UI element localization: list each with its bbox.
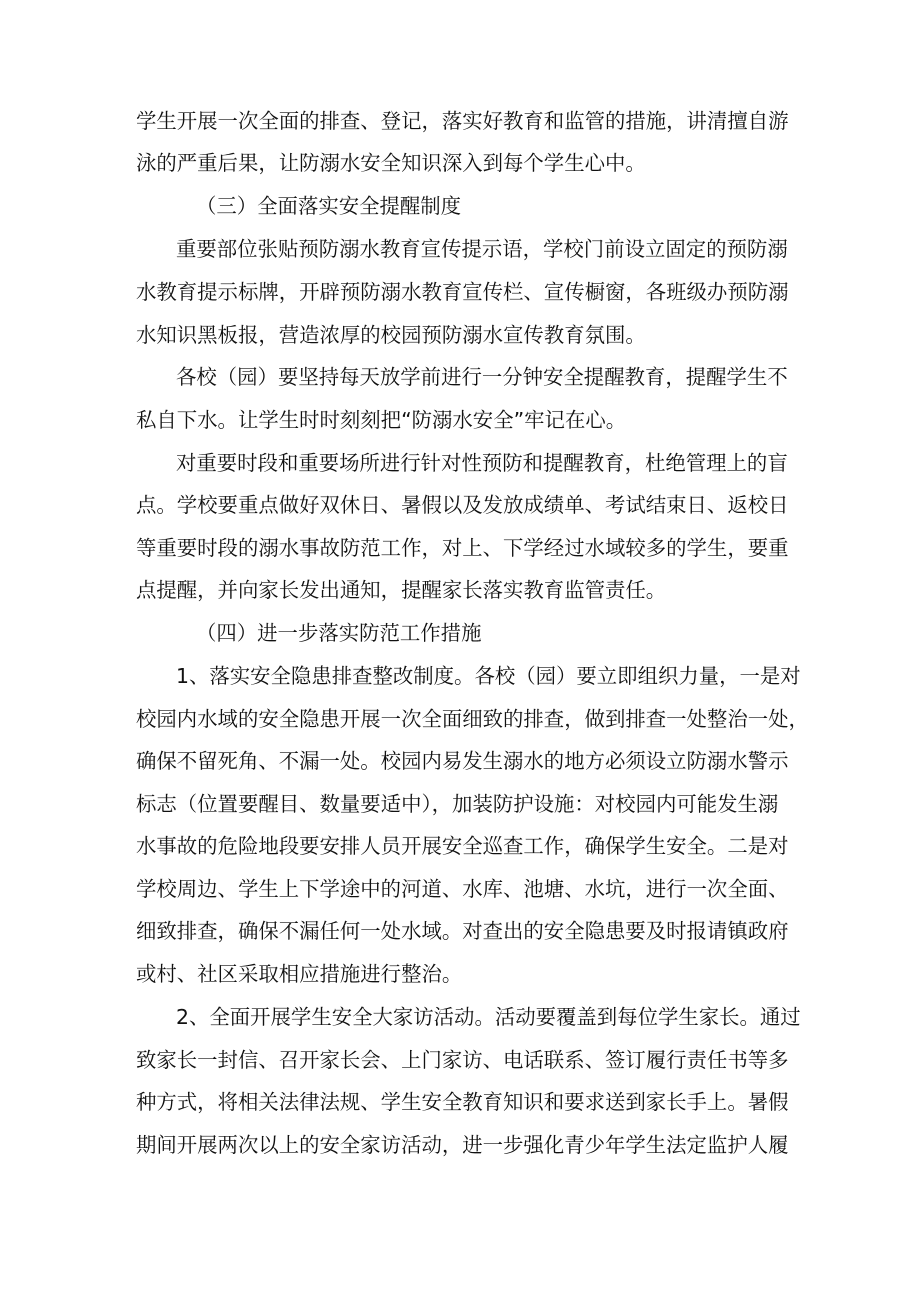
text-line: 确保不留死角、不漏一处。校园内易发生溺水的地方必须设立防溺水警示 — [136, 749, 789, 773]
text-line: 泳的严重后果，让防溺水安全知识深入到每个学生心中。 — [136, 151, 646, 175]
text-line: 或村、社区采取相应措施进行整治。 — [136, 962, 463, 986]
text-line: 对重要时段和重要场所进行针对性预防和提醒教育，杜绝管理上的盲 — [176, 451, 788, 475]
text-line: 各校（园）要坚持每天放学前进行一分钟安全提醒教育，提醒学生不 — [176, 365, 788, 389]
text-line: 私自下水。让学生时时刻刻把“防溺水安全”牢记在心。 — [136, 408, 627, 432]
text-line: 校园内水域的安全隐患开展一次全面细致的排查，做到排查一处整治一处， — [136, 707, 809, 731]
text-line: 水知识黑板报，营造浓厚的校园预防溺水宣传教育氛围。 — [136, 323, 646, 347]
text-line: 水教育提示标牌，开辟预防溺水教育宣传栏、宣传橱窗，各班级办预防溺 — [136, 280, 789, 304]
text-line: 学生开展一次全面的排查、登记，落实好教育和监管的措施，讲清擅自游 — [136, 109, 789, 133]
text-line: 细致排查，确保不漏任何一处水域。对查出的安全隐患要及时报请镇政府 — [136, 919, 789, 943]
text-line: 学校周边、学生上下学途中的河道、水库、池塘、水坑，进行一次全面、 — [136, 877, 789, 901]
section-heading: （三）全面落实安全提醒制度 — [196, 194, 462, 218]
text-line: 水事故的危险地段要安排人员开展安全巡查工作，确保学生安全。二是对 — [136, 834, 789, 858]
text-line: 种方式，将相关法律法规、学生安全教育知识和要求送到家长手上。暑假 — [136, 1090, 789, 1114]
text-line: 点。学校要重点做好双休日、暑假以及发放成绩单、考试结束日、返校日 — [136, 493, 789, 517]
text-line: 重要部位张贴预防溺水教育宣传提示语，学校门前设立固定的预防溺 — [176, 237, 788, 261]
text-line: 标志（位置要醒目、数量要适中），加装防护设施：对校园内可能发生溺 — [136, 792, 779, 816]
text-line: 期间开展两次以上的安全家访活动，进一步强化青少年学生法定监护人履 — [136, 1133, 789, 1157]
text-line: 等重要时段的溺水事故防范工作，对上、下学经过水域较多的学生，要重 — [136, 536, 789, 560]
text-line: 致家长一封信、召开家长会、上门家访、电话联系、签订履行责任书等多 — [136, 1048, 789, 1072]
text-line: 2、全面开展学生安全大家访活动。活动要覆盖到每位学生家长。通过 — [176, 1005, 801, 1029]
section-heading: （四）进一步落实防范工作措施 — [196, 621, 482, 645]
text-line: 点提醒，并向家长发出通知，提醒家长落实教育监管责任。 — [136, 578, 667, 602]
text-line: 1、落实安全隐患排查整改制度。各校（园）要立即组织力量，一是对 — [176, 664, 801, 688]
